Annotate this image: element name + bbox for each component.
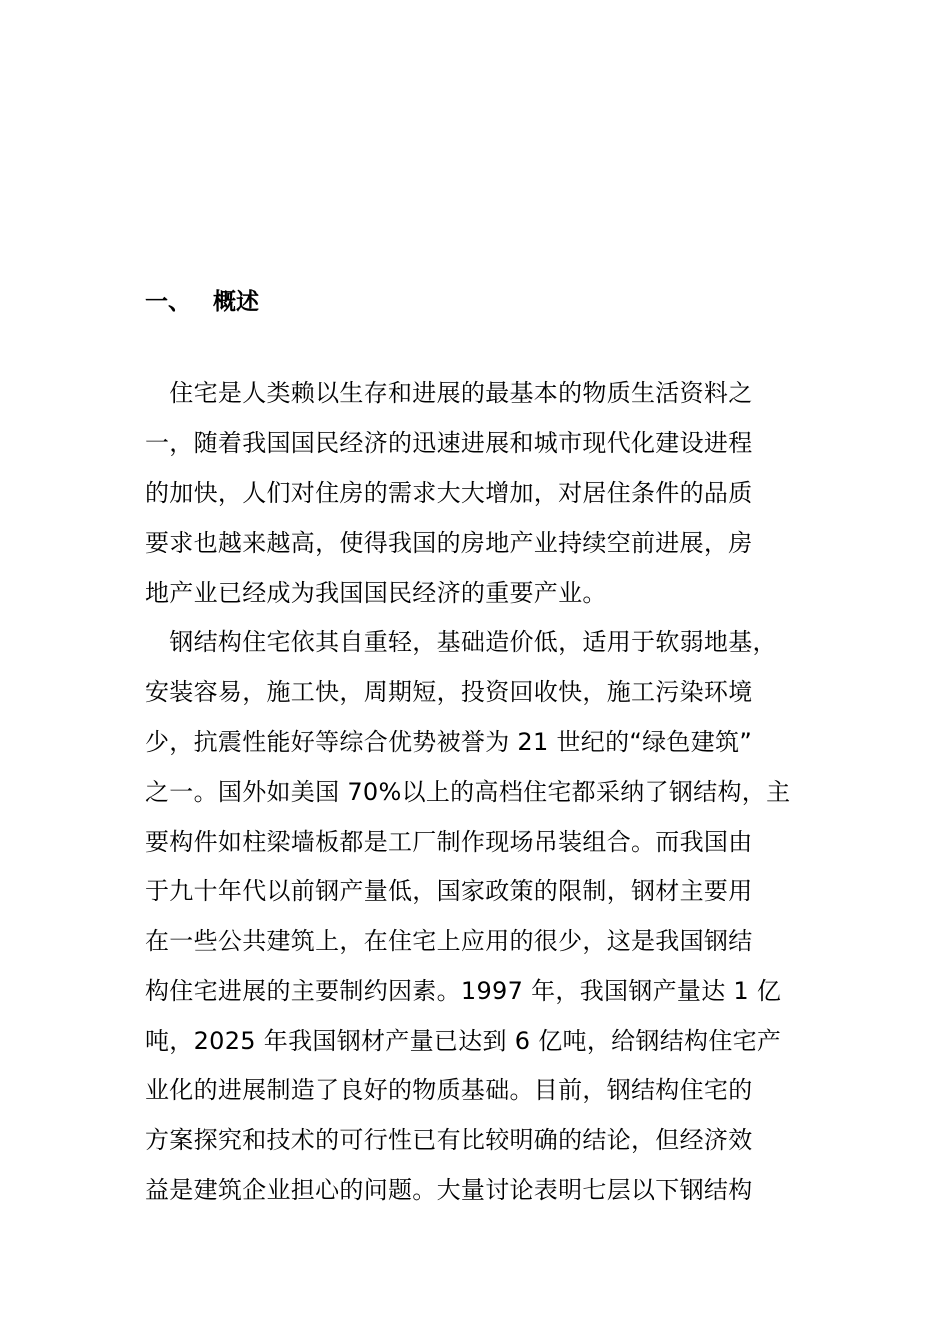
paragraph-line: 少，抗震性能好等综合优势被誉为 21 世纪的“绿色建筑” (145, 728, 753, 756)
paragraph-line: 钢结构住宅依其自重轻，基础造价低，适用于软弱地基， (145, 628, 777, 656)
section-number: 一、 (145, 289, 191, 315)
paragraph-line: 在一些公共建筑上，在住宅上应用的很少，这是我国钢结 (145, 927, 753, 955)
paragraph-line: 益是建筑企业担心的问题。大量讨论表明七层以下钢结构 (145, 1176, 753, 1204)
paragraph-line: 方案探究和技术的可行性已有比较明确的结论，但经济效 (145, 1126, 753, 1154)
paragraph-line: 于九十年代以前钢产量低，国家政策的限制，钢材主要用 (145, 877, 753, 905)
paragraph-line: 安装容易，施工快，周期短，投资回收快，施工污染环境 (145, 678, 753, 706)
paragraph-line: 业化的进展制造了良好的物质基础。目前，钢结构住宅的 (145, 1076, 753, 1104)
paragraph-line: 吨，2025 年我国钢材产量已达到 6 亿吨，给钢结构住宅产 (145, 1027, 782, 1055)
section-heading (145, 286, 259, 318)
paragraph-line: 构住宅进展的主要制约因素。1997 年，我国钢产量达 1 亿 (145, 977, 782, 1005)
paragraph-line: 要求也越来越高，使得我国的房地产业持续空前进展，房 (145, 529, 753, 557)
paragraph-line: 要构件如柱梁墙板都是工厂制作现场吊装组合。而我国由 (145, 828, 753, 856)
paragraph-line: 住宅是人类赖以生存和进展的最基本的物质生活资料之 (145, 379, 753, 407)
paragraph-line: 地产业已经成为我国国民经济的重要产业。 (145, 579, 607, 607)
section-title: 概述 (213, 289, 259, 315)
paragraph-line: 的加快，人们对住房的需求大大增加，对居住条件的品质 (145, 479, 753, 507)
paragraph-line: 之一。国外如美国 70%以上的高档住宅都采纳了钢结构，主 (145, 778, 791, 806)
paragraph-line: 一，随着我国国民经济的迅速进展和城市现代化建设进程 (145, 429, 753, 457)
